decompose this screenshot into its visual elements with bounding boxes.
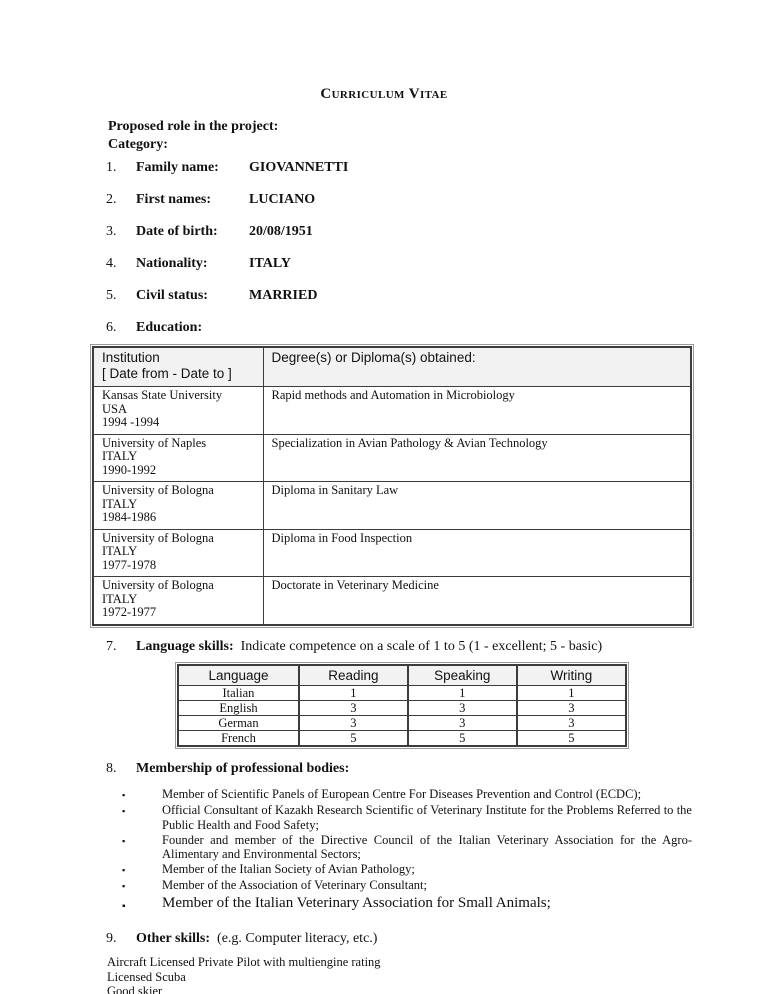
- item-value: GIOVANNETTI: [249, 160, 349, 175]
- degree-cell: Doctorate in Veterinary Medicine: [263, 577, 691, 625]
- item-label: Date of birth:: [136, 224, 218, 239]
- item-label: Civil status:: [136, 288, 208, 303]
- membership-item: ▪ Member of the Italian Veterinary Association for Small Animals;: [122, 894, 692, 916]
- proposed-role-label: Proposed role in the project:: [108, 119, 279, 134]
- education-header-degree: Degree(s) or Diploma(s) obtained:: [263, 347, 691, 387]
- language-cell: French: [178, 731, 299, 747]
- item-number: 7.: [106, 638, 117, 654]
- item-number: 5.: [106, 288, 117, 303]
- item-value: MARRIED: [249, 288, 318, 303]
- item-number: 9.: [106, 931, 117, 946]
- reading-cell: 3: [299, 701, 408, 716]
- item-number: 2.: [106, 192, 117, 207]
- speaking-header: Speaking: [408, 665, 517, 686]
- other-skills-label: Other skills:: [136, 931, 211, 946]
- education-header-institution: Institution [ Date from - Date to ]: [93, 347, 263, 387]
- other-skills-heading: [106, 931, 692, 947]
- language-row: [178, 716, 626, 731]
- institution-cell: University of Bologna ITALY 1977-1978: [93, 529, 263, 577]
- square-bullet-icon: ▪: [122, 806, 126, 816]
- membership-label: Membership of professional bodies:: [136, 761, 350, 776]
- language-row: [178, 731, 626, 747]
- reading-header: Reading: [299, 665, 408, 686]
- item-number: 1.: [106, 160, 117, 175]
- language-cell: Italian: [178, 686, 299, 701]
- language-table-wrap: [177, 664, 768, 748]
- personal-item-civil-status: [106, 288, 692, 303]
- membership-item: ▪ Member of Scientific Panels of European Centre For Diseases Prevention and Control (ECDC);: [122, 787, 642, 801]
- reading-cell: 1: [299, 686, 408, 701]
- item-number: 4.: [106, 256, 117, 271]
- education-header-row: [93, 347, 691, 387]
- language-row: [178, 686, 626, 701]
- education-table: [92, 346, 692, 626]
- education-row: [93, 387, 691, 435]
- degree-cell: Rapid methods and Automation in Microbiology: [263, 387, 691, 435]
- other-skill-line: Aircraft Licensed Private Pilot with multiengine rating: [107, 955, 381, 969]
- personal-item-first-names: [106, 192, 692, 207]
- other-skills-note: (e.g. Computer literacy, etc.): [217, 931, 378, 946]
- membership-item: ▪ Member of the Italian Society of Avian Pathology;: [122, 862, 415, 876]
- degree-cell: Specialization in Avian Pathology & Avian Technology: [263, 434, 691, 482]
- institution-cell: University of Bologna ITALY 1972-1977: [93, 577, 263, 625]
- membership-heading: [106, 761, 692, 777]
- membership-item: ▪ Member of the Association of Veterinary Consultant;: [122, 878, 427, 892]
- language-header: Language: [178, 665, 299, 686]
- item-label: Nationality:: [136, 256, 208, 271]
- membership-item: ▪ Official Consultant of Kazakh Research Scientific of Veterinary Institute for the Problems Referred to the Public Health and Food Safety;: [122, 803, 692, 832]
- membership-list: [122, 787, 692, 916]
- speaking-cell: 1: [408, 686, 517, 701]
- education-row: [93, 434, 691, 482]
- personal-info-list: [0, 160, 768, 303]
- membership-item: ▪ Founder and member of the Directive Council of the Italian Veterinary Association for the Agro-Alimentary and Environmental Sectors;: [122, 832, 692, 861]
- cv-title: Curriculum Vitae: [320, 86, 448, 102]
- institution-cell: University of Naples ITALY 1990-1992: [93, 434, 263, 482]
- speaking-cell: 3: [408, 701, 517, 716]
- language-row: [178, 701, 626, 716]
- language-skills-heading: [106, 639, 692, 655]
- category-label: Category:: [108, 137, 168, 152]
- degree-cell: Diploma in Food Inspection: [263, 529, 691, 577]
- education-section-heading: [106, 320, 692, 336]
- language-skills-label: Language skills:: [136, 638, 234, 654]
- square-bullet-icon: ▪: [122, 865, 126, 875]
- writing-header: Writing: [517, 665, 626, 686]
- other-skills-list: [107, 955, 692, 994]
- language-header-row: [178, 665, 626, 686]
- speaking-cell: 5: [408, 731, 517, 747]
- item-value: ITALY: [249, 256, 292, 271]
- reading-cell: 5: [299, 731, 408, 747]
- other-skill-line: Good skier: [107, 984, 163, 994]
- writing-cell: 5: [517, 731, 626, 747]
- education-row: [93, 577, 691, 625]
- item-number: 6.: [106, 320, 117, 335]
- language-cell: German: [178, 716, 299, 731]
- item-label: First names:: [136, 192, 212, 207]
- writing-cell: 1: [517, 686, 626, 701]
- institution-cell: Kansas State University USA 1994 -1994: [93, 387, 263, 435]
- item-value: 20/08/1951: [249, 224, 313, 239]
- item-value: LUCIANO: [249, 192, 316, 207]
- square-bullet-icon: ▪: [122, 790, 126, 800]
- writing-cell: 3: [517, 701, 626, 716]
- education-row: [93, 529, 691, 577]
- language-cell: English: [178, 701, 299, 716]
- education-row: [93, 482, 691, 530]
- item-number: 8.: [106, 761, 117, 776]
- speaking-cell: 3: [408, 716, 517, 731]
- degree-cell: Diploma in Sanitary Law: [263, 482, 691, 530]
- square-bullet-icon: ▪: [122, 901, 126, 912]
- education-label: Education:: [136, 320, 203, 335]
- institution-cell: University of Bologna ITALY 1984-1986: [93, 482, 263, 530]
- language-skills-note: Indicate competence on a scale of 1 to 5 (1 - excellent; 5 - basic): [240, 638, 603, 654]
- item-label: Family name:: [136, 160, 219, 175]
- intro-block: [108, 118, 692, 154]
- personal-item-date-of-birth: [106, 224, 692, 239]
- writing-cell: 3: [517, 716, 626, 731]
- item-number: 3.: [106, 224, 117, 239]
- other-skill-line: Licensed Scuba: [107, 969, 186, 984]
- personal-item-nationality: [106, 256, 692, 271]
- square-bullet-icon: ▪: [122, 881, 126, 891]
- reading-cell: 3: [299, 716, 408, 731]
- personal-item-family-name: [106, 160, 692, 175]
- language-skills-table: [177, 664, 627, 748]
- square-bullet-icon: ▪: [122, 835, 126, 846]
